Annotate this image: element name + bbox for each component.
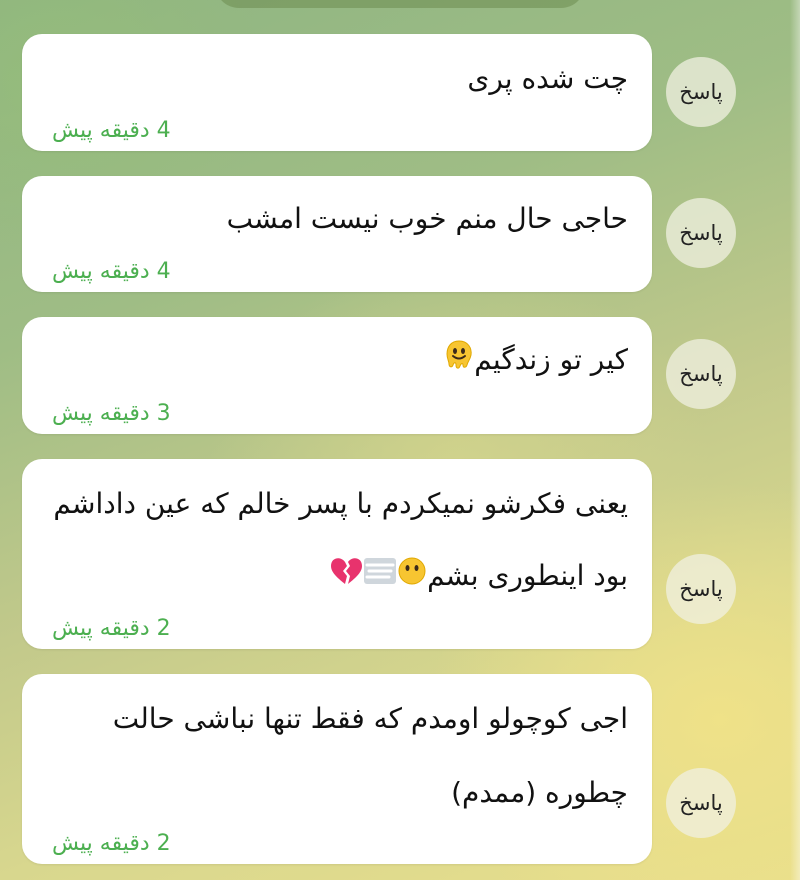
message-text: بود اینطوری بشم [427, 559, 628, 592]
reply-button[interactable]: پاسخ [666, 339, 736, 409]
reply-button[interactable]: پاسخ [666, 768, 736, 838]
message-text: چت شده پری [467, 62, 628, 95]
message-text-line [46, 323, 628, 398]
reply-button[interactable]: پاسخ [666, 554, 736, 624]
message-time: 2 دقیقه پیش [52, 831, 171, 856]
message-bubble [22, 34, 652, 151]
message-time: 3 دقیقه پیش [52, 401, 171, 426]
message-bubble [22, 176, 652, 292]
message-text: کیر تو زندگیم [474, 343, 628, 376]
message-bubble [22, 317, 652, 434]
reply-button[interactable]: پاسخ [666, 198, 736, 268]
message-text-line [46, 539, 628, 614]
message-text: چطوره (ممدم) [451, 776, 628, 809]
fog-icon [363, 540, 397, 614]
message-time: 4 دقیقه پیش [52, 118, 171, 143]
message-text: اجی کوچولو اومدم که فقط تنها نباشی حالت [112, 702, 628, 735]
message-bubble [22, 674, 652, 864]
neutral-face-icon [397, 540, 427, 614]
melting-face-icon [444, 324, 474, 398]
message-text: یعنی فکرشو نمیکردم با پسر خالم که عین داداشم [53, 487, 628, 520]
reply-button[interactable]: پاسخ [666, 57, 736, 127]
message-time: 2 دقیقه پیش [52, 616, 171, 641]
scroll-edge [790, 0, 800, 880]
message-text: حاجی حال منم خوب نیست امشب [226, 202, 628, 235]
broken-heart-icon [329, 540, 363, 614]
message-time: 4 دقیقه پیش [52, 259, 171, 284]
message-bubble [22, 459, 652, 649]
top-banner [215, 0, 585, 8]
